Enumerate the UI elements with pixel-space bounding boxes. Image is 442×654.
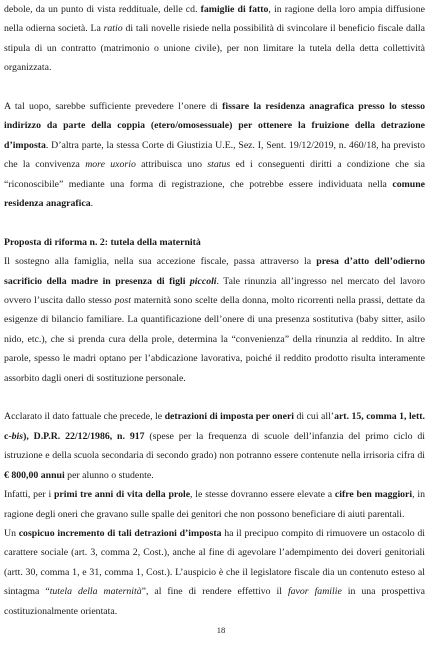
text-run: Proposta di riforma n. 2: tutela della maternità [4,236,201,248]
bold-text: ), D.P.R. 22/12/1986, n. 917 [23,430,145,442]
paragraph [4,524,425,621]
text-run: di tali novelle risiede nella possibilità di svincolare il beneficio fiscale dalla stipula di un contratto (matrimonio o unione civile), per non limitare la tutela della detta collettività organizzata. [4,23,425,74]
body-text [4,0,425,621]
bold-text: bis [11,430,24,442]
text-run: , in ragione della loro ampia diffusione nella odierna società. La [4,4,425,35]
text-run: Infatti, per i [4,489,54,501]
text-run: attribuisca uno [135,159,208,171]
text-run: ha il precipuo compito di rimuovere un ostacolo di carattere sociale (art. 3, comma 2, Cost.), anche al fine di agevolare l’adempimento dei doveri genitoriali (artt. 30, comma 1, e 31, comma 1, Cost.). L’auspicio è che il legislatore fiscale dia un contenuto esteso al sintagma “ [4,527,425,598]
bold-text: comune residenza anagrafica [4,178,425,210]
italic-text: post [114,295,131,307]
text-run: per alunno o studente. [64,469,154,481]
paragraph-gap [4,78,425,97]
italic-text: more uxorio [85,159,136,171]
text-run: . [90,198,94,210]
paragraph [4,485,425,524]
text-run: , in ragione degli oneri che gravano sulle spalle dei genitori che non possono beneficiare di aiuti parentali. [4,489,425,520]
italic-text: ratio [103,23,123,35]
text-run: debole, da un punto di vista reddituale, delle cd. [4,4,201,15]
page-number: 18 [216,625,226,635]
italic-text: tutela della maternità [49,586,142,598]
text-run: A tal uopo, sarebbe sufficiente prevedere l’onere di [4,101,223,113]
text-run: Un [4,527,19,539]
bold-text: art. 15, comma 1, lett. c- [4,411,425,442]
text-run: . D’altra parte, la stessa Corte di Giustizia U.E., Sez. I, Sent. 19/12/2019, n. 460/18, ha previsto che la convivenza [4,139,425,171]
text-run: maternità sono scelte della donna, molto ricorrenti nella prassi, dettate da esigenze di bilancio familiare. La quantificazione dell’onere di una presenza sostitutiva (baby sitter, asilo nido, etc.), che si prenda cura della prole, determina la “convenienza” della rinunzia al reddito. In altre parole, spesso le madri optano per l’abdicazione lavorativa, poiché il reddito prodotto risulta interamente assorbito dagli oneri di sostituzione personale. [4,295,425,384]
paragraph [4,407,425,485]
bold-text: piccoli [189,275,217,287]
text-run: ”, al fine di rendere effettivo il [141,586,288,598]
bold-text: € 800,00 annui [4,469,65,481]
text-run: in una prospettiva costituzionalmente orientata. [4,586,425,617]
bold-text: cifre ben maggiori [334,489,413,501]
paragraph [4,0,425,78]
section-heading [4,233,425,252]
paragraph [4,97,425,213]
text-run: di cui all’ [294,411,335,423]
bold-text: cospicuo incremento di tali detrazioni d’imposta [18,527,222,539]
text-run: ed i conseguenti diritti a condizione che sia “riconoscibile” mediante una forma di registrazione, che potrebbe essere individuata nella [4,159,425,190]
italic-text: status [207,159,231,171]
text-run: Il sostegno alla famiglia, nella sua accezione fiscale, passa attraverso la [4,256,317,268]
bold-text: fissare la residenza anagrafica presso lo stesso indirizzo da parte della coppia (etero/omosessuale) per ottenere la fruizione della detrazione d’imposta [4,101,425,151]
italic-text: favor familie [287,586,342,598]
bold-text: detrazioni di imposta per oneri [164,411,295,423]
bold-text: presa d’atto dell’odierno sacrificio della madre in presenza di figli [4,256,425,287]
bold-text: primi tre anni di vita della prole [53,489,191,501]
paragraph-gap [4,213,425,232]
text-run: . Tale rinunzia all’ingresso nel mercato del lavoro ovvero l’uscita dallo stesso [4,275,425,307]
bold-text: famiglie di fatto [200,4,269,15]
paragraph-gap [4,388,425,407]
paragraph [4,252,425,388]
text-run: , le stesse dovranno essere elevate a [190,489,335,501]
text-run: (spese per la frequenza di scuole dell’infanzia del primo ciclo di istruzione e della scuola secondaria di secondo grado) non potranno essere contenute nella irrisoria cifra di [4,430,426,462]
text-run: Acclarato il dato fattuale che precede, le [4,411,165,423]
